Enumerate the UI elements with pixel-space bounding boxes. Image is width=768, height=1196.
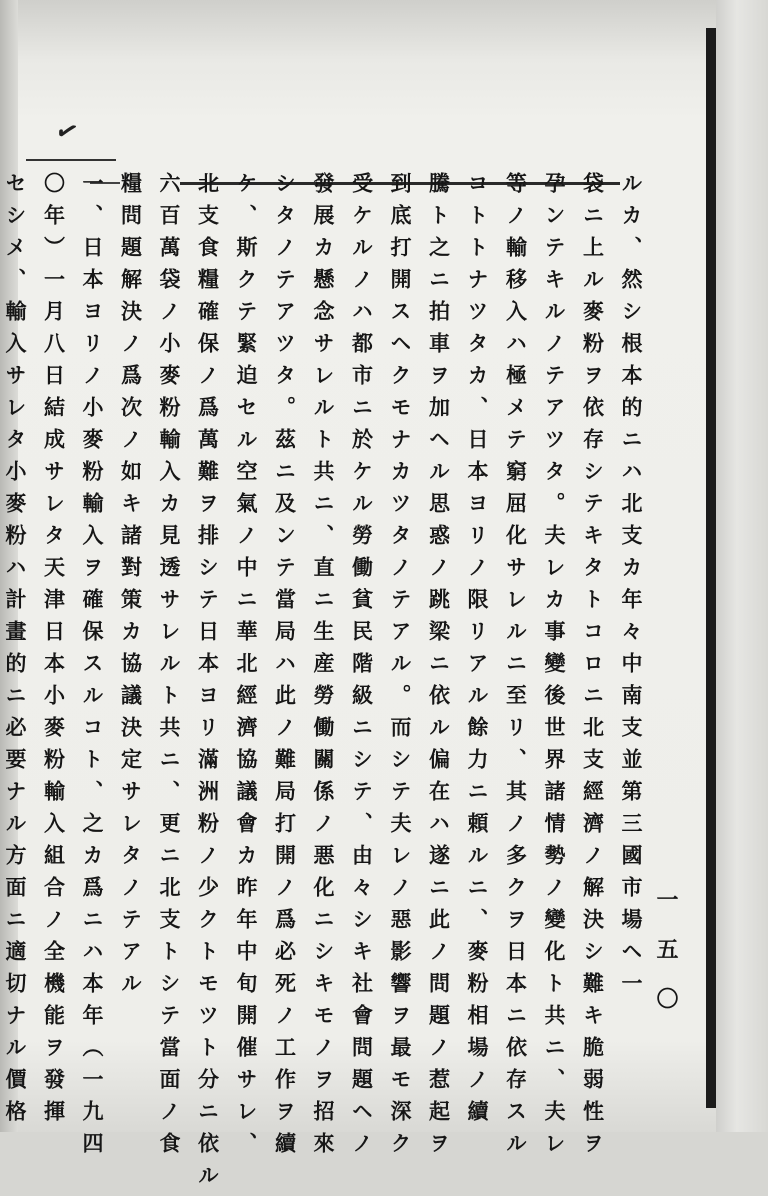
text-column: 六百萬袋ノ小麥粉輸入カ見透サレルト共ニ、更ニ北支トシテ當面ノ食	[157, 172, 182, 1164]
text-column: ルカ、然シ根本的ニハ北支カ年々中南支並第三國市場ヘ一	[619, 172, 644, 1004]
text-column: 騰ト之ニ拍車ヲ加ヘル思惑ノ跳梁ニ依ル偏在ハ遂ニ此ノ問題ノ惹起ヲ	[426, 172, 452, 1164]
text-column: 一、日本ヨリノ小麥粉輸入ヲ確保スルコト、之カ爲ニハ本年（一九四	[80, 172, 105, 1164]
pencil-mark: ✓	[51, 114, 83, 150]
book-binding-edge	[706, 28, 716, 1108]
vertical-text-block	[0, 172, 650, 1196]
text-column: ケ、斯クテ緊迫セル空氣ノ中ニ華北經濟協議會カ昨年中旬開催サレ、	[234, 172, 259, 1164]
page-right-margin	[716, 0, 768, 1132]
text-column: 糧問題解決ノ爲次ノ如キ諸對策カ協議決定サレタノテアル	[118, 172, 144, 1004]
text-column: 〇年）一月八日結成サレタ天津日本小麥粉輸入組合ノ全機能ヲ發揮	[41, 172, 67, 1132]
text-column: 發展カ懸念サレルト共ニ、直ニ生産勞働關係ノ悪化ニシキモノヲ招來	[311, 172, 336, 1164]
text-column: 等ノ輸移入ハ極メテ窮屈化サレルニ至リ、其ノ多クヲ日本ニ依存スル	[503, 172, 529, 1164]
text-column: 孕ンテキルノテアツタ。夫レカ事變後世界諸情勢ノ變化ト共ニ、夫レ	[542, 172, 567, 1164]
page-number: 一 五 〇	[653, 888, 679, 1020]
text-column: 到底打開スヘクモナカツタノテアル。而シテ夫レノ惡影響ヲ最モ深ク	[388, 172, 413, 1164]
text-column: コトトナツタカ、日本ヨリノ限リアル餘力ニ頼ルニ、麥粉相場ノ續	[465, 172, 490, 1132]
ruled-line	[26, 159, 116, 161]
text-column: セシメ、輸入サレタ小麥粉ハ計畫的ニ必要ナル方面ニ適切ナル價格	[3, 172, 28, 1132]
text-column: 袋ニ上ル麥粉ヲ依存シテキタトコロニ北支經濟ノ解決シ難キ脆弱性ヲ	[580, 172, 606, 1164]
text-column: 受ケルノハ都市ニ於ケル勞働貧民階級ニシテ、由々シキ社會問題ヘノ	[349, 172, 375, 1164]
text-column: 北支食糧確保ノ爲萬難ヲ排シテ日本ヨリ滿洲粉ノ少クトモツト分ニ依ル	[195, 172, 221, 1196]
text-column: シタノテアツタ。茲ニ及ンテ當局ハ此ノ難局打開ノ爲必死ノ工作ヲ續	[272, 172, 298, 1164]
